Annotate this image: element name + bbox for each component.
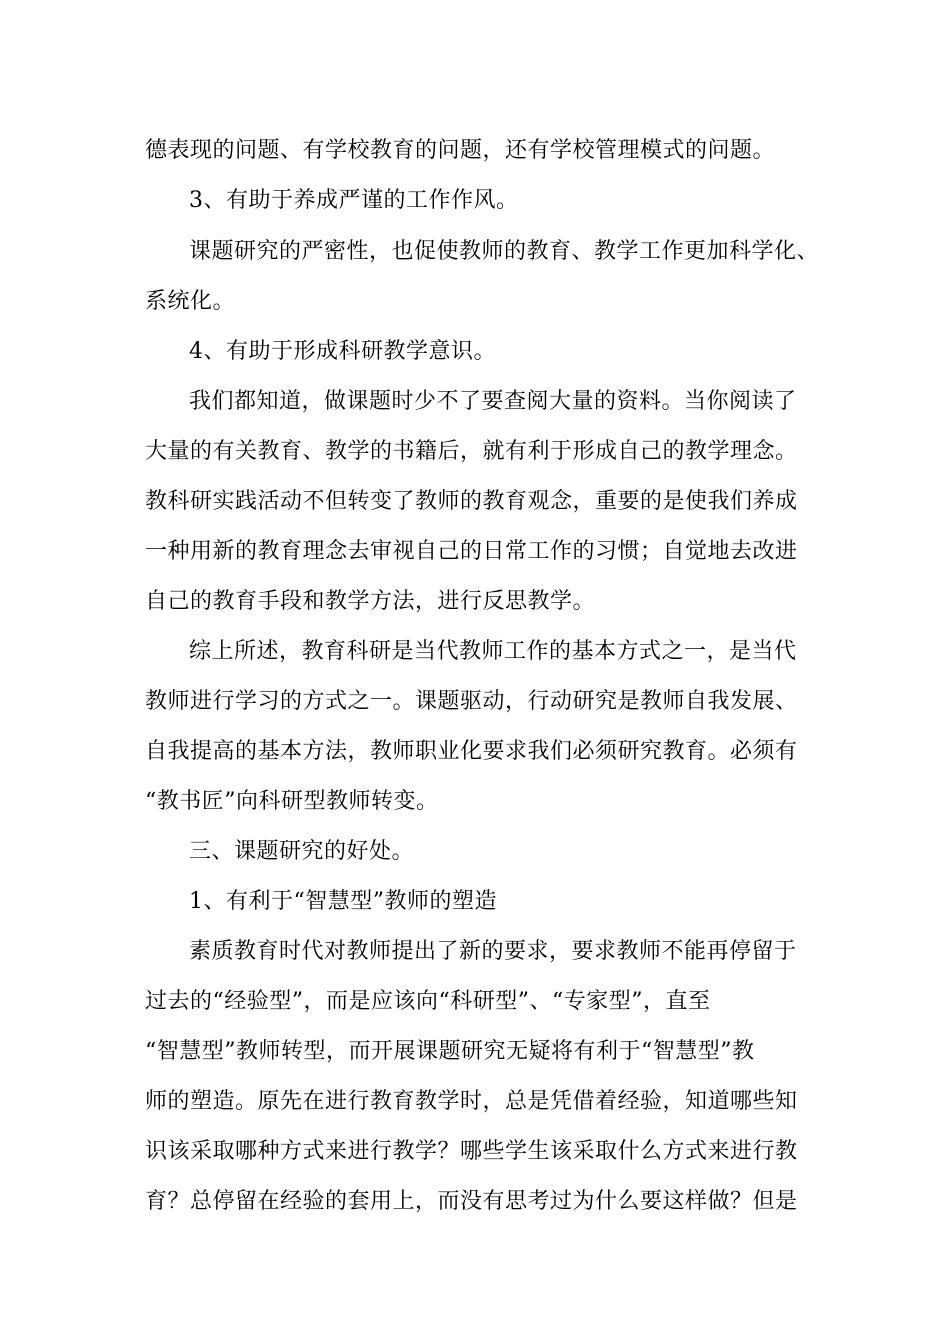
text-line: 自我提高的基本方法，教师职业化要求我们必须研究教育。必须有: [145, 739, 798, 764]
text-line: 大量的有关教育、教学的书籍后，就有利于形成自己的教学理念。: [145, 439, 798, 464]
text-line: 一种用新的教育理念去审视自己的日常工作的习惯；自觉地去改进: [145, 539, 798, 564]
text-line: 师的塑造。原先在进行教育教学时，总是凭借着经验，知道哪些知: [145, 1089, 798, 1114]
text-line: “智慧型”教师转型，而开展课题研究无疑将有利于“智慧型”教: [145, 1039, 755, 1064]
text-line: 4、有助于形成科研教学意识。: [189, 339, 496, 364]
text-line: 自己的教育手段和教学方法，进行反思教学。: [145, 589, 596, 614]
text-line: 过去的“经验型”，而是应该向“科研型”、“专家型”，直至: [145, 989, 711, 1014]
text-line: 综上所述，教育科研是当代教师工作的基本方式之一，是当代: [189, 639, 797, 664]
text-line: 系统化。: [145, 289, 236, 314]
text-line: 识该采取哪种方式来进行教学？哪些学生该采取什么方式来进行教: [145, 1139, 798, 1164]
text-line: 3、有助于养成严谨的工作作风。: [189, 188, 519, 213]
text-line: 教师进行学习的方式之一。课题驱动，行动研究是教师自我发展、: [145, 689, 798, 714]
text-line: “教书匠”向科研型教师转变。: [145, 789, 439, 814]
text-line: 育？总停留在经验的套用上，而没有思考过为什么要这样做？但是: [145, 1189, 798, 1214]
text-line: 课题研究的严密性，也促使教师的教育、教学工作更加科学化、: [189, 239, 820, 264]
text-line: 三、课题研究的好处。: [189, 839, 415, 864]
text-line: 1、有利于“智慧型”教师的塑造: [189, 889, 497, 914]
text-line: 教科研实践活动不但转变了教师的教育观念，重要的是使我们养成: [145, 489, 798, 514]
text-line: 德表现的问题、有学校教育的问题，还有学校管理模式的问题。: [145, 138, 776, 163]
text-line: 素质教育时代对教师提出了新的要求，要求教师不能再停留于: [189, 939, 797, 964]
text-line: 我们都知道，做课题时少不了要查阅大量的资料。当你阅读了: [189, 389, 797, 414]
